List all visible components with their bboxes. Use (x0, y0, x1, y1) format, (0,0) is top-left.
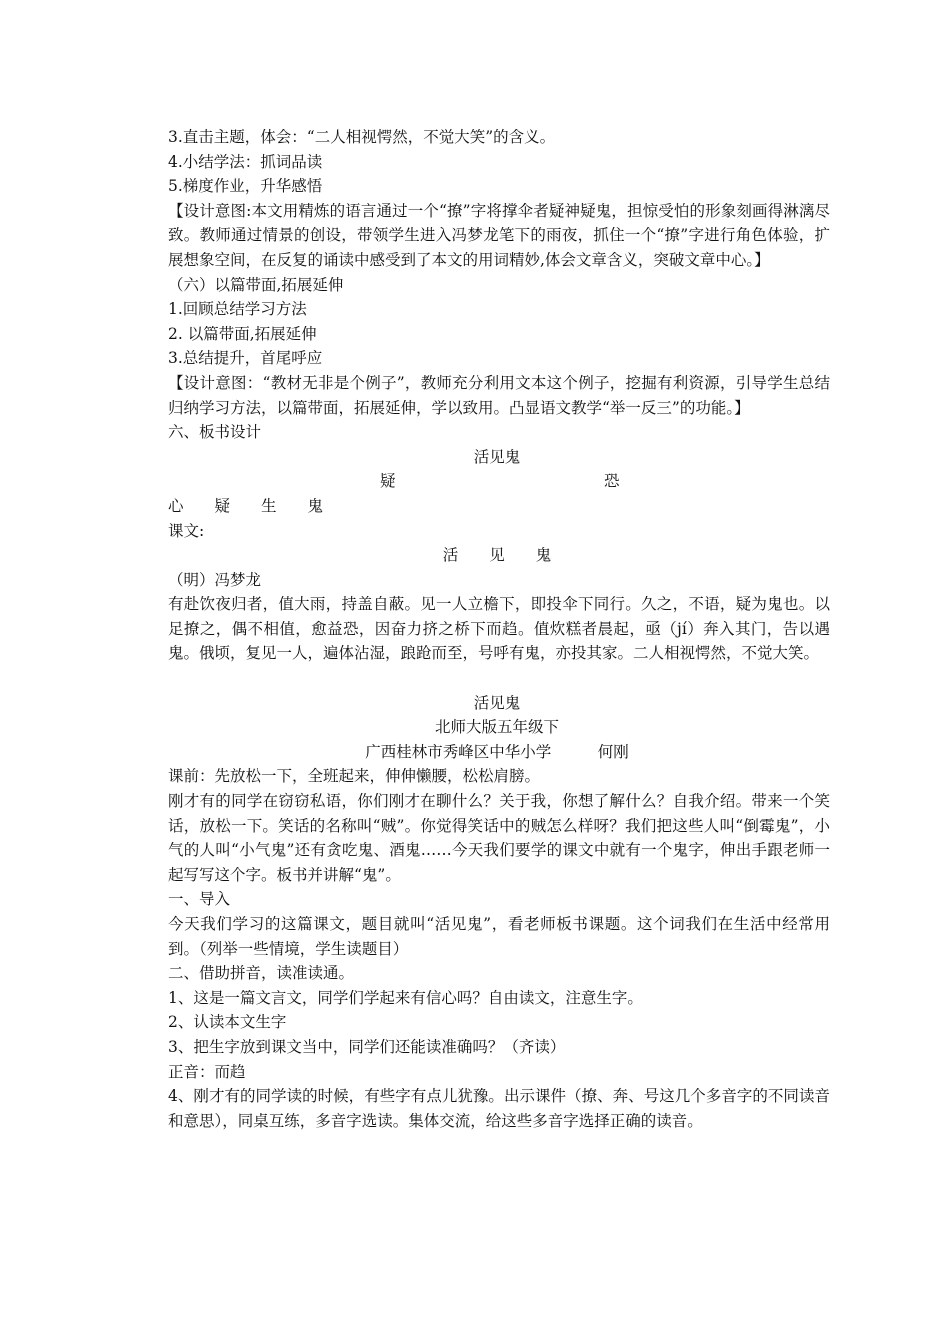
design-intent-1: 【设计意图:本文用精炼的语言通过一个“撩”字将撑伞者疑神疑鬼，担惊受怕的形象刻画得淋漓尽致。教师通过情景的创设，带领学生进入冯梦龙笔下的雨夜，抓住一个“撩”字进行角色体验，扩展想象空间，在反复的诵读中感受到了本文的用词精妙,体会文章含义，突破文章中心。】 (168, 201, 830, 269)
board-row-3: 心 疑 生 鬼 (168, 496, 324, 515)
board-left-char: 疑 (380, 472, 396, 491)
reading-step-1: 1、这是一篇文言文，同学们学起来有信心吗？自由读文，注意生字。 (168, 988, 643, 1007)
step-5: 5.梯度作业，升华感悟 (168, 177, 323, 196)
step-4: 4.小结学法：抓词品读 (168, 152, 323, 171)
sub-step-3: 3.总结提升，首尾呼应 (168, 349, 323, 368)
section-6-heading: （六）以篇带面,拓展延伸 (168, 275, 344, 294)
intro-paragraph: 刚才有的同学在窃窃私语，你们刚才在聊什么？关于我，你想了解什么？自我介绍。带来一个笑话，放松一下。笑话的名称叫“贼”。你觉得笑话中的贼怎么样呀？我们把这些人叫“倒霉鬼”，小气的人叫“小气鬼”还有贪吃鬼、酒鬼……今天我们要学的课文中就有一个鬼字，伸出手跟老师一起写写这个字。板书并讲解“鬼”。 (168, 792, 830, 884)
heading-1: 一、导入 (168, 890, 231, 909)
step-3: 3.直击主题，体会：“二人相视愕然，不觉大笑”的含义。 (168, 128, 556, 146)
text-label: 课文: (168, 521, 205, 540)
lesson-subtitle: 北师大版五年级下 (434, 718, 559, 737)
text-title: 活 见 鬼 (442, 546, 552, 565)
lesson-title: 活见鬼 (473, 693, 521, 712)
reading-step-4: 4、刚才有的同学读的时候，有些字有点儿犹豫。出示课件（撩、奔、号这几个多音字的不同读音和意思），同桌互练，多音字选读。集体交流，给这些多音字选择正确的读音。 (168, 1087, 830, 1130)
spacer (168, 666, 830, 691)
board-right-char: 恐 (604, 472, 620, 491)
board-design-heading: 六、板书设计 (168, 423, 262, 442)
text-author: （明）冯梦龙 (168, 570, 262, 589)
design-intent-2: 【设计意图：“教材无非是个例子”，教师充分利用文本这个例子，挖掘有利资源，引导学生总结归纳学习方法，以篇带面，拓展延伸，学以致用。凸显语文教学“举一反三”的功能。】 (168, 373, 830, 417)
board-row-2 (168, 469, 830, 494)
document-content (168, 125, 830, 1133)
import-paragraph: 今天我们学习的这篇课文，题目就叫“活见鬼”，看老师板书课题。这个词我们在生活中经常用到。（列举一些情境，学生读题目） (168, 915, 830, 958)
reading-step-2: 2、认读本文生字 (168, 1013, 287, 1032)
pre-class: 课前：先放松一下，全班起来，伸伸懒腰，松松肩膀。 (168, 767, 541, 786)
lesson-school-author: 广西桂林市秀峰区中华小学 何刚 (365, 742, 629, 761)
pronunciation-correction: 正音：而趋 (168, 1062, 246, 1081)
board-title: 活见鬼 (473, 447, 521, 466)
sub-step-1: 1.回顾总结学习方法 (168, 300, 307, 319)
sub-step-2: 2. 以篇带面,拓展延伸 (168, 324, 317, 343)
text-body: 有赴饮夜归者，值大雨，持盖自蔽。见一人立檐下，即投伞下同行。久之，不语，疑为鬼也。以足撩之，偶不相值，愈益恐，因奋力挤之桥下而趋。值炊糕者晨起，亟（jí）奔入其门，告以遇鬼。俄顷，复见一人，遍体沾湿，踉跄而至，号呼有鬼，亦投其家。二人相视愕然，不觉大笑。 (168, 595, 830, 663)
heading-2: 二、借助拼音，读准读通。 (168, 964, 355, 983)
reading-step-3: 3、把生字放到课文当中，同学们还能读准确吗？（齐读） (168, 1037, 566, 1056)
